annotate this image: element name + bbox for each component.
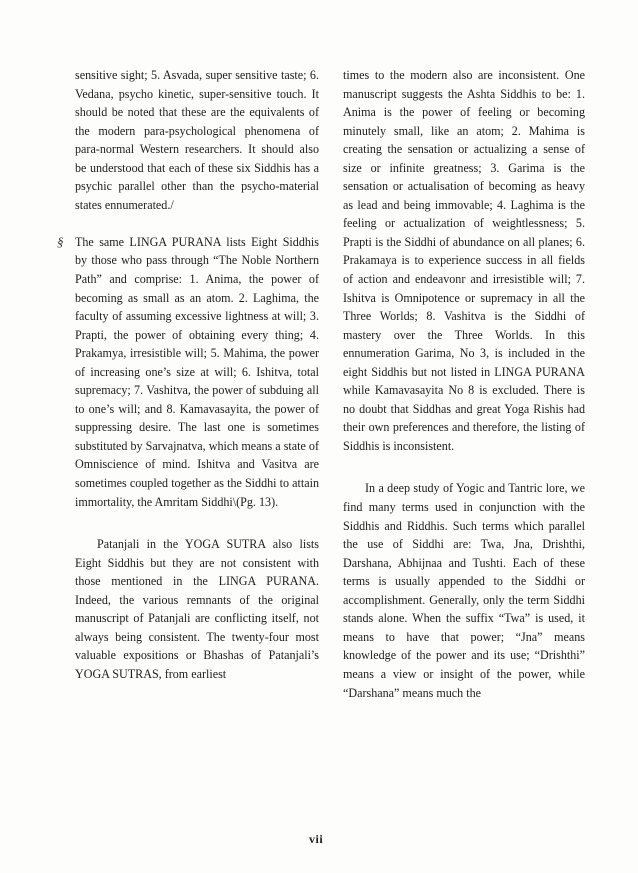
paragraph: The same LINGA PURANA lists Eight Siddhis by those who pass through “The Noble Northern Path” and comprise: 1. Anima, the power of becoming as small as an atom. 2. Laghima, the faculty of assuming excessive lightness at will; 3. Prapti, the power of obtaining every thing; 4. Prakamya, irresistible will; 5. Mahima, the power of increasing one’s size at will; 6. Ishitva, total supremacy; 7. Vashitva, the power of subduing all to one’s will; and 8. Kamavasayita, the power of suppressing desire. The last one is sometimes substituted by Sarvajnatva, which means a state of Omniscience of mind. Ishitva and Vasitva are sometimes coupled together as the Siddhi to attain immortality, the Amritam Siddhi\(Pg. 13). — [75, 234, 319, 509]
paragraph: times to the modern also are inconsistent. One manuscript suggests the Ashta Siddhis to be: 1. Anima is the power of feeling or becoming minutely small, like an atom; 2. Mahima is creating the sensation or actualizing a sense of size or infinite greatness; 3. Garima is the sensation or actualisation of becoming as heavy as lead and being immovable; 4. Laghima is the feeling or actualization of weightlessness; 5. Prapti is the Siddhi of abundance on all planes; 6. Prakamaya is to experience success in all fields of action and endeavonr and irresistible will; 7. Ishitva is Omnipotence or supremacy in all the Three Worlds; 8. Vashitva is the Siddhi of mastery over the Three Worlds. In this ennumeration Garima, No 3, is included in the eight Siddhis but not listed in LINGA PURANA while Kamavasayita No 8 is excluded. There is no doubt that Siddhas and great Yoga Rishis had their own preferences and therefore, the listing of Siddhis is inconsistent. — [343, 68, 585, 453]
page-number: vii — [309, 832, 324, 846]
paragraph: Patanjali in the YOGA SUTRA also lists Eight Siddhis but they are not consistent with those mentioned in the LINGA PURANA. Indeed, the various remnants of the original manuscript of Patanjali are conflicting itself, not always being consistent. The twenty-four most valuable expositions or Bhashas of Patanjali’s YOGA SUTRAS, from earliest — [75, 537, 319, 681]
margin-mark: § — [57, 233, 64, 249]
paragraph: sensitive sight; 5. Asvada, super sensitive taste; 6. Vedana, psycho kinetic, super-sensitive touch. It should be noted that these are the equivalents of the modern para-psychological phenomena of para-normal Western researchers. It should also be understood that each of these six Siddhis has a psychic parallel other than the psycho-material states ennumerated./ — [75, 68, 319, 212]
right-column — [343, 66, 585, 702]
left-column — [57, 66, 319, 684]
paragraph: In a deep study of Yogic and Tantric lore, we find many terms used in conjunction with the Siddhis and Riddhis. Such terms which parallel the use of Siddhi are: Twa, Jna, Drishthi, Darshana, Abhijnaa and Tushti. Each of these terms is usually appended to the Siddhi or accomplishment. Generally, only the term Siddhi stands alone. When the suffix “Twa” is used, it means to have that power; “Jna” means knowledge of the power and its use; “Drishthi” means a view or insight of the power, while “Darshana” means much the — [343, 481, 585, 700]
